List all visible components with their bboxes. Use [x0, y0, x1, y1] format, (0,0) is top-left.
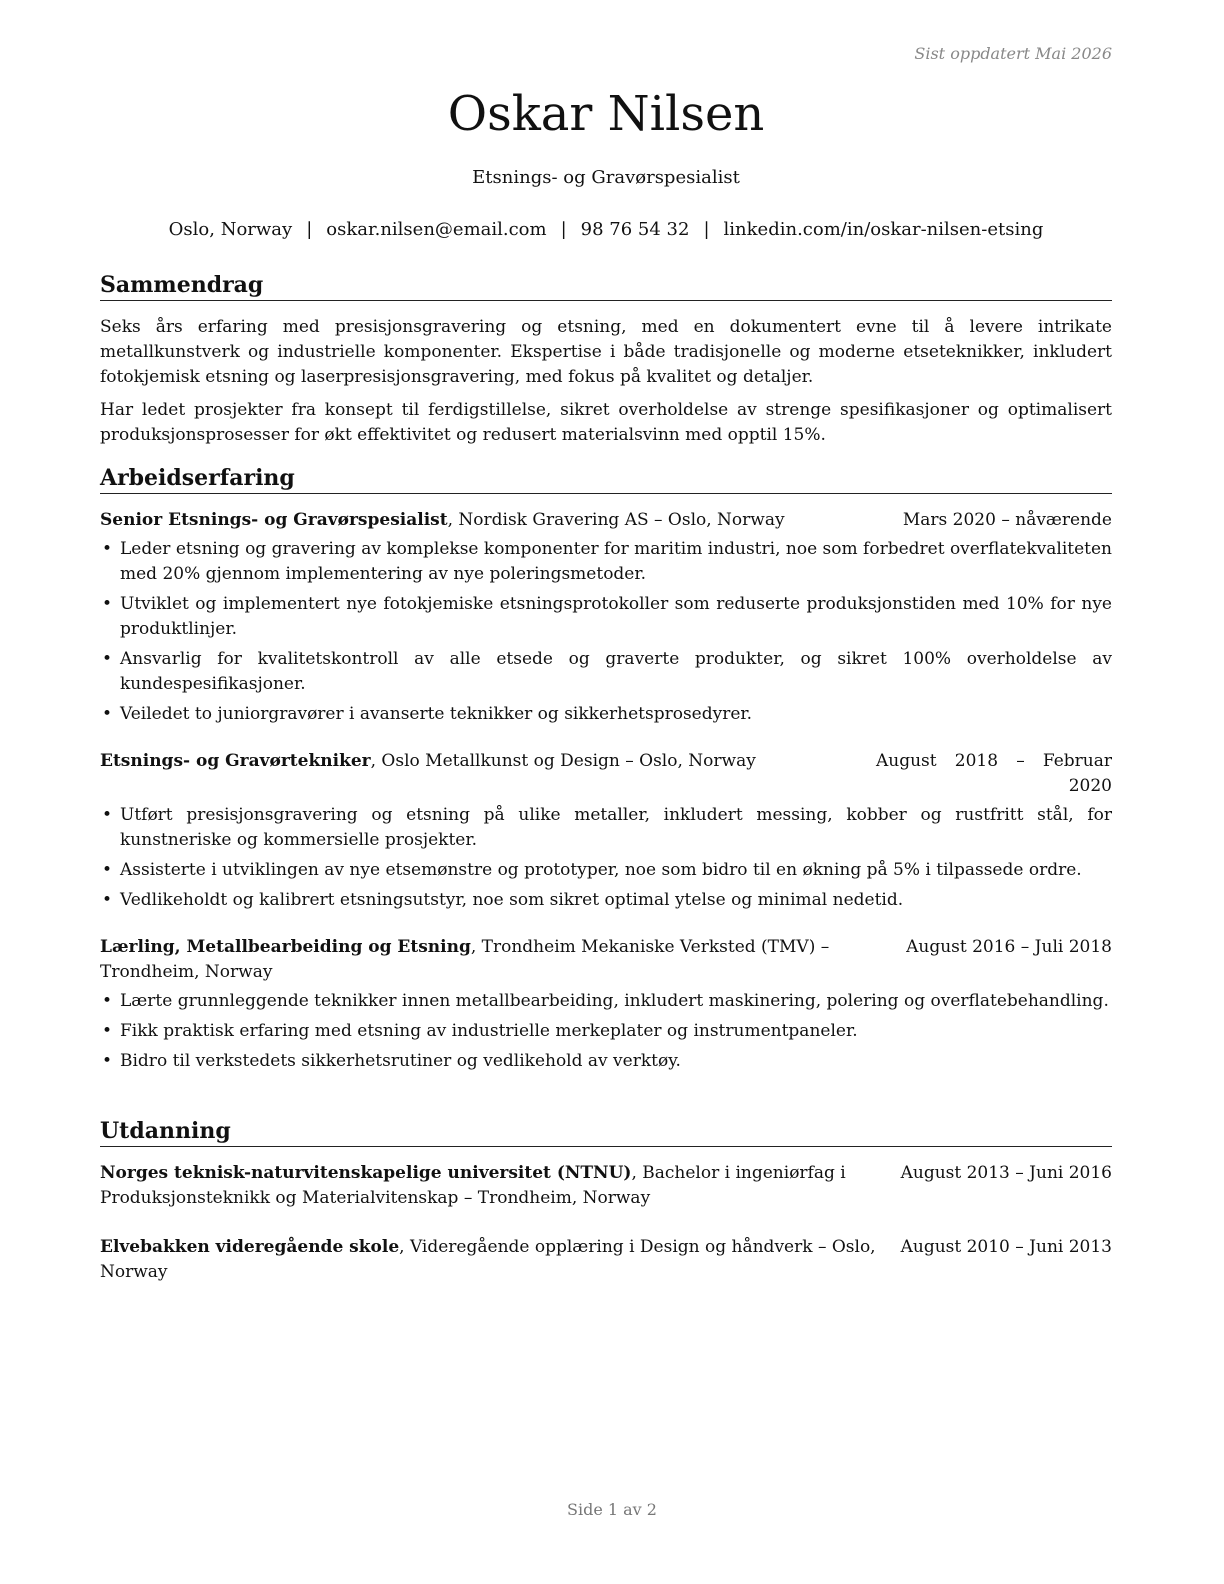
job-entry-dates: August 2018 – Februar 2020	[876, 751, 1112, 796]
separator: |	[703, 219, 710, 240]
page-number: Side 1 av 2	[567, 1500, 657, 1519]
summary-section	[100, 271, 1112, 448]
education-school: Norges teknisk-naturvitenskapelige universitet (NTNU)	[100, 1163, 632, 1183]
education-dates: August 2010 – Juni 2013	[900, 1237, 1112, 1257]
job-entry	[100, 749, 1112, 913]
education-dates: August 2013 – Juni 2016	[900, 1163, 1112, 1183]
list-item: • Ansvarlig for kvalitetskontroll av alle etsede og graverte produkter, og sikret 100% overholdelse av kundespesifikasjoner.	[100, 647, 1112, 697]
job-entry-employer: , Oslo Metallkunst og Design – Oslo, Norway	[370, 751, 756, 771]
list-item: • Vedlikeholdt og kalibrert etsningsutstyr, noe som sikret optimal ytelse og minimal nedetid.	[100, 888, 1112, 913]
job-bullets	[100, 803, 1112, 913]
contact-email[interactable]: oskar.nilsen@email.com	[326, 219, 547, 240]
job-title: Etsnings- og Gravørspesialist	[472, 167, 740, 188]
list-item: • Veiledet to juniorgravører i avanserte teknikker og sikkerhetsprosedyrer.	[100, 702, 1112, 727]
list-item: • Utviklet og implementert nye fotokjemiske etsningsprotokoller som reduserte produksjonstiden med 10% for nye produktlinjer.	[100, 592, 1112, 642]
education-section	[100, 1117, 1112, 1285]
job-entry-dates: Mars 2020 – nåværende	[902, 510, 1112, 530]
job-entry	[100, 508, 1112, 727]
education-entry	[100, 1161, 1112, 1211]
contact-line	[100, 219, 1112, 240]
experience-section	[100, 464, 1112, 1079]
list-item: • Bidro til verkstedets sikkerhetsrutiner og vedlikehold av verktøy.	[100, 1049, 1112, 1074]
education-entry	[100, 1235, 1112, 1285]
contact-linkedin[interactable]: linkedin.com/in/oskar-nilsen-etsing	[723, 219, 1044, 240]
last-updated: Sist oppdatert Mai 2026	[914, 44, 1112, 63]
job-entry-title: Lærling, Metallbearbeiding og Etsning	[100, 937, 471, 957]
job-entry-title: Senior Etsnings- og Gravørspesialist	[100, 510, 448, 530]
job-bullets	[100, 989, 1112, 1074]
job-bullets	[100, 537, 1112, 727]
person-name: Oskar Nilsen	[447, 86, 765, 142]
education-degree: , Bachelor i ingeniørfag i Produksjonsteknikk og Materialvitenskap – Trondheim, Norway	[100, 1163, 846, 1208]
contact-location: Oslo, Norway	[168, 219, 293, 240]
summary-heading: Sammendrag	[100, 271, 1112, 301]
job-entry-employer: , Nordisk Gravering AS – Oslo, Norway	[447, 510, 785, 530]
separator: |	[560, 219, 567, 240]
list-item: • Assisterte i utviklingen av nye etsemønstre og prototyper, noe som bidro til en økning på 5% i tilpassede ordre.	[100, 858, 1112, 883]
list-item: • Leder etsning og gravering av komplekse komponenter for maritim industri, noe som forbedret overflatekvaliteten med 20% gjennom implementering av nye poleringsmetoder.	[100, 537, 1112, 587]
job-entry	[100, 935, 1112, 1074]
list-item: • Lærte grunnleggende teknikker innen metallbearbeiding, inkludert maskinering, polering og overflatebehandling.	[100, 989, 1112, 1014]
job-entry-dates: August 2016 – Juli 2018	[906, 937, 1112, 957]
job-entry-employer: , Trondheim Mekaniske Verksted (TMV) – Trondheim, Norway	[100, 937, 830, 982]
education-heading: Utdanning	[100, 1117, 1112, 1147]
list-item: • Fikk praktisk erfaring med etsning av industrielle merkeplater og instrumentpaneler.	[100, 1019, 1112, 1044]
job-entry-title: Etsnings- og Gravørtekniker	[100, 751, 371, 771]
education-degree: , Videregående opplæring i Design og håndverk – Oslo, Norway	[100, 1237, 876, 1282]
experience-heading: Arbeidserfaring	[100, 464, 1112, 494]
list-item: • Utført presisjonsgravering og etsning på ulike metaller, inkludert messing, kobber og rustfritt stål, for kunstneriske og kommersielle prosjekter.	[100, 803, 1112, 853]
contact-phone: 98 76 54 32	[580, 219, 690, 240]
summary-paragraph: Seks års erfaring med presisjonsgravering og etsning, med en dokumentert evne til å levere intrikate metallkunstverk og industrielle komponenter. Ekspertise i både tradisjonelle og moderne etseteknikker, inkludert fotokjemisk etsning og laserpresisjonsgravering, med fokus på kvalitet og detaljer.	[100, 317, 1112, 387]
separator: |	[306, 219, 313, 240]
education-school: Elvebakken videregående skole	[100, 1237, 400, 1257]
summary-paragraph: Har ledet prosjekter fra konsept til ferdigstillelse, sikret overholdelse av strenge spesifikasjoner og optimalisert produksjonsprosesser for økt effektivitet og redusert materialsvinn med opptil 15%.	[100, 400, 1112, 445]
